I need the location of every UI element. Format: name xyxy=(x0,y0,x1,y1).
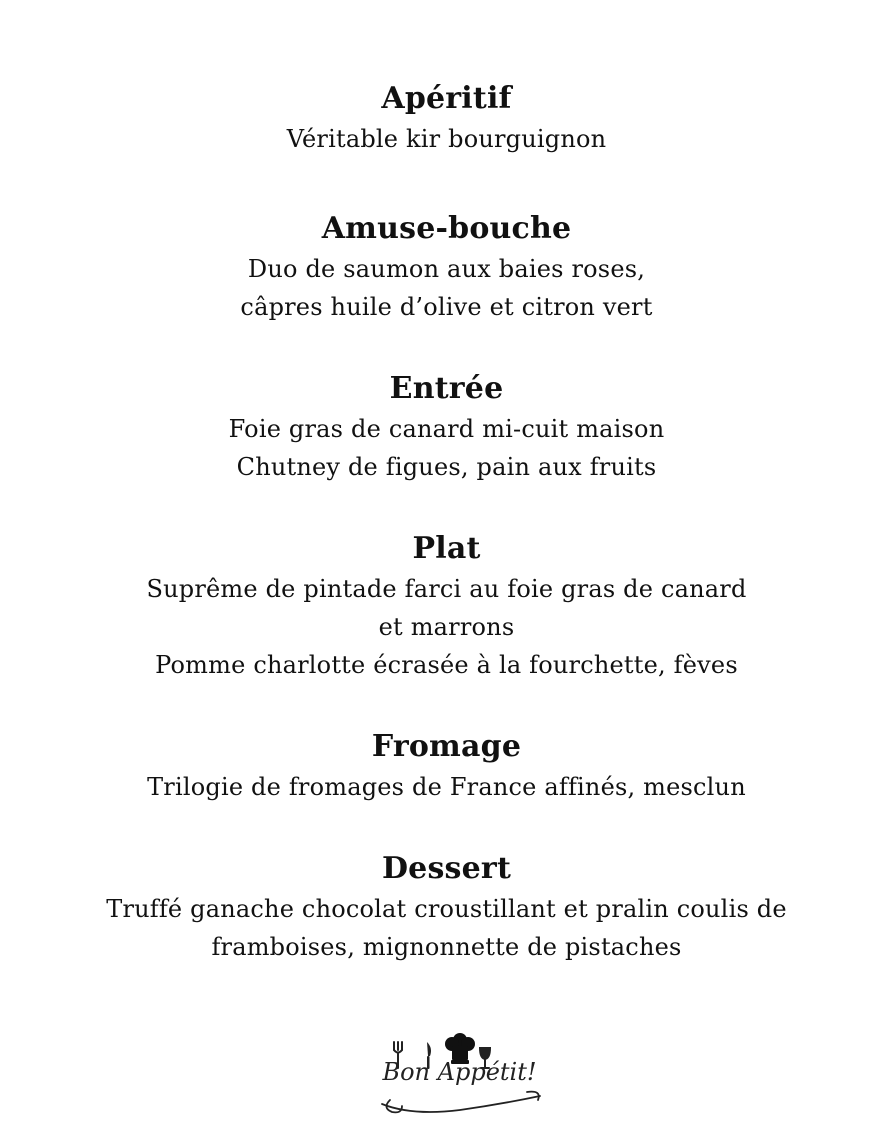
logo-text: Bon Appétit! xyxy=(382,1058,537,1086)
course-line: Chutney de figues, pain aux fruits xyxy=(236,453,657,481)
course-title: Entrée xyxy=(389,371,504,406)
course-line: framboises, mignonnette de pistaches xyxy=(211,933,682,961)
course-title: Dessert xyxy=(381,851,512,886)
course-title: Apéritif xyxy=(381,81,512,116)
course-amuse-bouche xyxy=(0,208,893,326)
course-aperitif xyxy=(0,78,893,158)
course-line: Trilogie de fromages de France affinés, mesclun xyxy=(147,773,746,801)
bon-appetit-logo xyxy=(372,1030,547,1125)
flourish-ornament xyxy=(382,1092,540,1113)
course-title: Plat xyxy=(412,531,481,566)
course-plat xyxy=(0,528,893,684)
course-line: Truffé ganache chocolat croustillant et pralin coulis de xyxy=(106,895,787,923)
course-line: Suprême de pintade farci au foie gras de canard xyxy=(146,575,747,603)
course-title: Amuse-bouche xyxy=(321,211,572,246)
course-line: Duo de saumon aux baies roses, xyxy=(247,255,646,283)
course-line: câpres huile d’olive et citron vert xyxy=(240,293,653,321)
course-line: Véritable kir bourguignon xyxy=(286,125,607,153)
course-line: Foie gras de canard mi-cuit maison xyxy=(228,415,665,443)
course-fromage xyxy=(0,726,893,806)
course-entree xyxy=(0,368,893,486)
course-dessert xyxy=(0,848,893,966)
course-line: et marrons xyxy=(378,613,515,641)
course-line: Pomme charlotte écrasée à la fourchette, fèves xyxy=(155,651,738,679)
course-title: Fromage xyxy=(371,729,522,764)
